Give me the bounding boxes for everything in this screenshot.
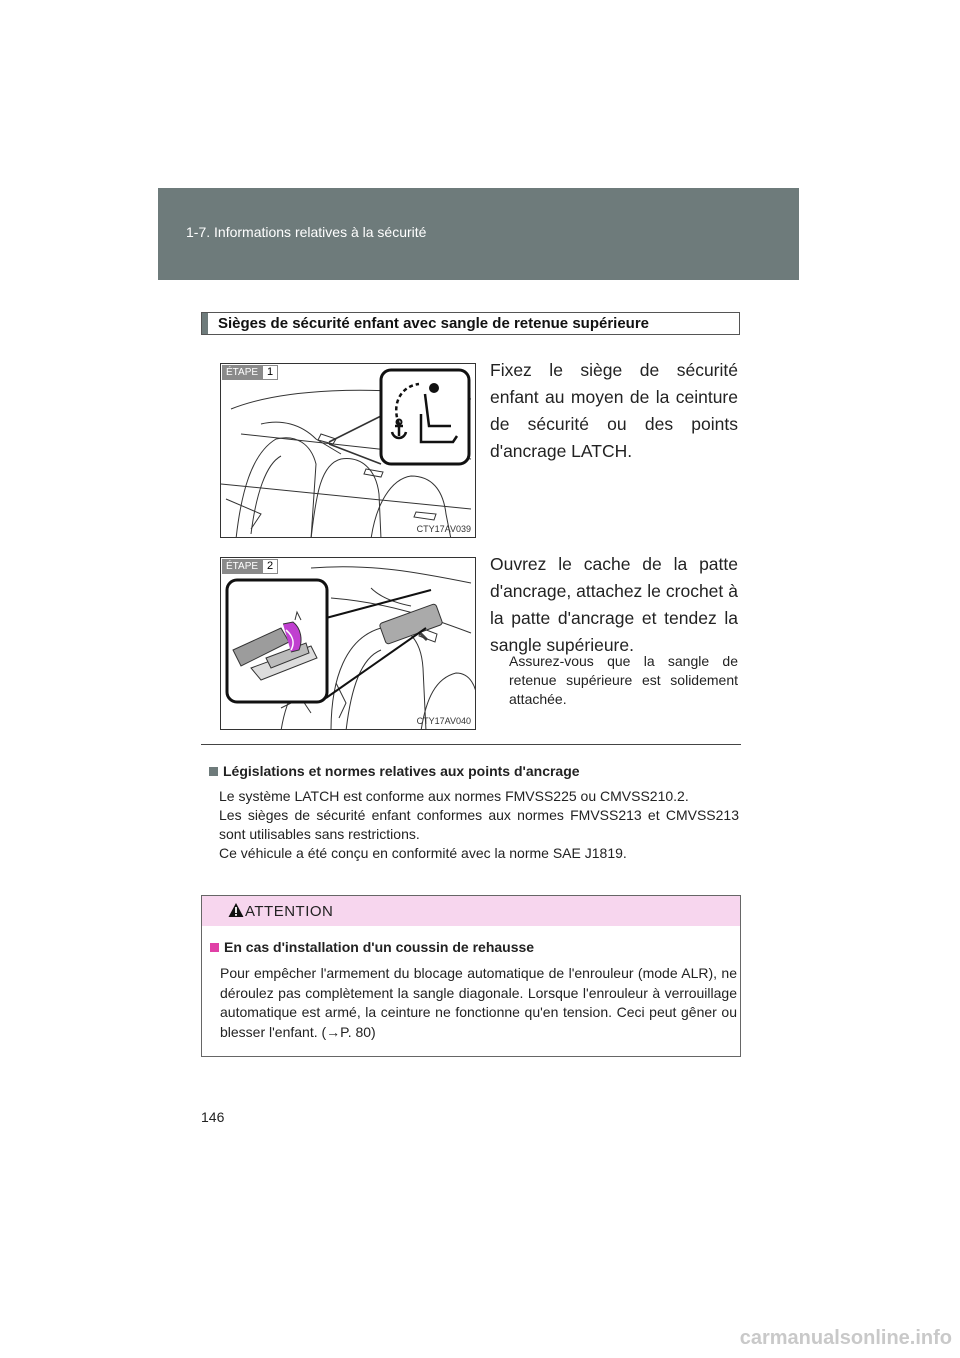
info-square-icon <box>209 767 218 776</box>
warning-icon <box>228 902 244 918</box>
step-2-instruction: Ouvrez le cache de la patte d'ancrage, attachez le crochet à la patte d'ancrage et tendez la sangle supérieure. <box>490 554 738 655</box>
info-line: Ce véhicule a été conçu en conformité avec la norme SAE J1819. <box>219 845 627 861</box>
attention-square-icon <box>210 943 219 952</box>
chapter-section-label: 1-7. Informations relatives à la sécurité <box>186 224 427 240</box>
info-heading-text: Législations et normes relatives aux points d'ancrage <box>223 763 580 779</box>
step-1-badge <box>222 365 278 380</box>
attention-subheading-text: En cas d'installation d'un coussin de rehausse <box>224 939 535 955</box>
info-line: Le système LATCH est conforme aux normes FMVSS225 ou CMVSS210.2. <box>219 788 689 804</box>
chapter-header <box>158 188 799 280</box>
step-2-badge <box>222 559 278 574</box>
attention-subheading <box>210 939 534 955</box>
section-title-accent <box>202 313 208 334</box>
step-2-badge-word: ÉTAPE <box>222 559 262 574</box>
section-title: Sièges de sécurité enfant avec sangle de retenue supérieure <box>218 315 650 332</box>
attention-box <box>201 895 741 1057</box>
watermark: carmanualsonline.info <box>739 1327 952 1349</box>
section-title-box <box>201 312 740 335</box>
step-1-figure-code: CTY17AV039 <box>416 524 471 534</box>
step-1-illustration <box>220 363 476 538</box>
step-2-badge-number: 2 <box>262 559 278 574</box>
section-divider <box>201 744 741 745</box>
step-1-drawing <box>221 364 476 538</box>
attention-title: ATTENTION <box>245 903 334 920</box>
step-1-badge-word: ÉTAPE <box>222 365 262 380</box>
step-2-illustration <box>220 557 476 730</box>
step-2-figure-code: CTY17AV040 <box>416 716 471 726</box>
step-2-note: Assurez-vous que la sangle de retenue supérieure est solidement attachée. <box>509 653 738 707</box>
step-1-badge-number: 1 <box>262 365 278 380</box>
step-2-drawing <box>221 558 476 730</box>
info-line: Les sièges de sécurité enfant conformes aux normes FMVSS213 et CMVSS213 sont utilisables sans restrictions. <box>219 807 739 842</box>
attention-body: Pour empêcher l'armement du blocage automatique de l'enrouleur (mode ALR), ne déroulez pas complètement la sangle diagonale. Lorsque l'enrouleur à verrouillage automatique est armé, la ceinture ne fonctionne qu'en tension. Ceci peut gêner ou blesser l'enfant. (→P. 80) <box>220 965 737 1040</box>
page-number: 146 <box>201 1109 225 1125</box>
info-heading <box>209 763 580 779</box>
info-body <box>219 787 739 863</box>
step-1-instruction: Fixez le siège de sécurité enfant au moyen de la ceinture de sécurité ou des points d'ancrage LATCH. <box>490 360 738 461</box>
